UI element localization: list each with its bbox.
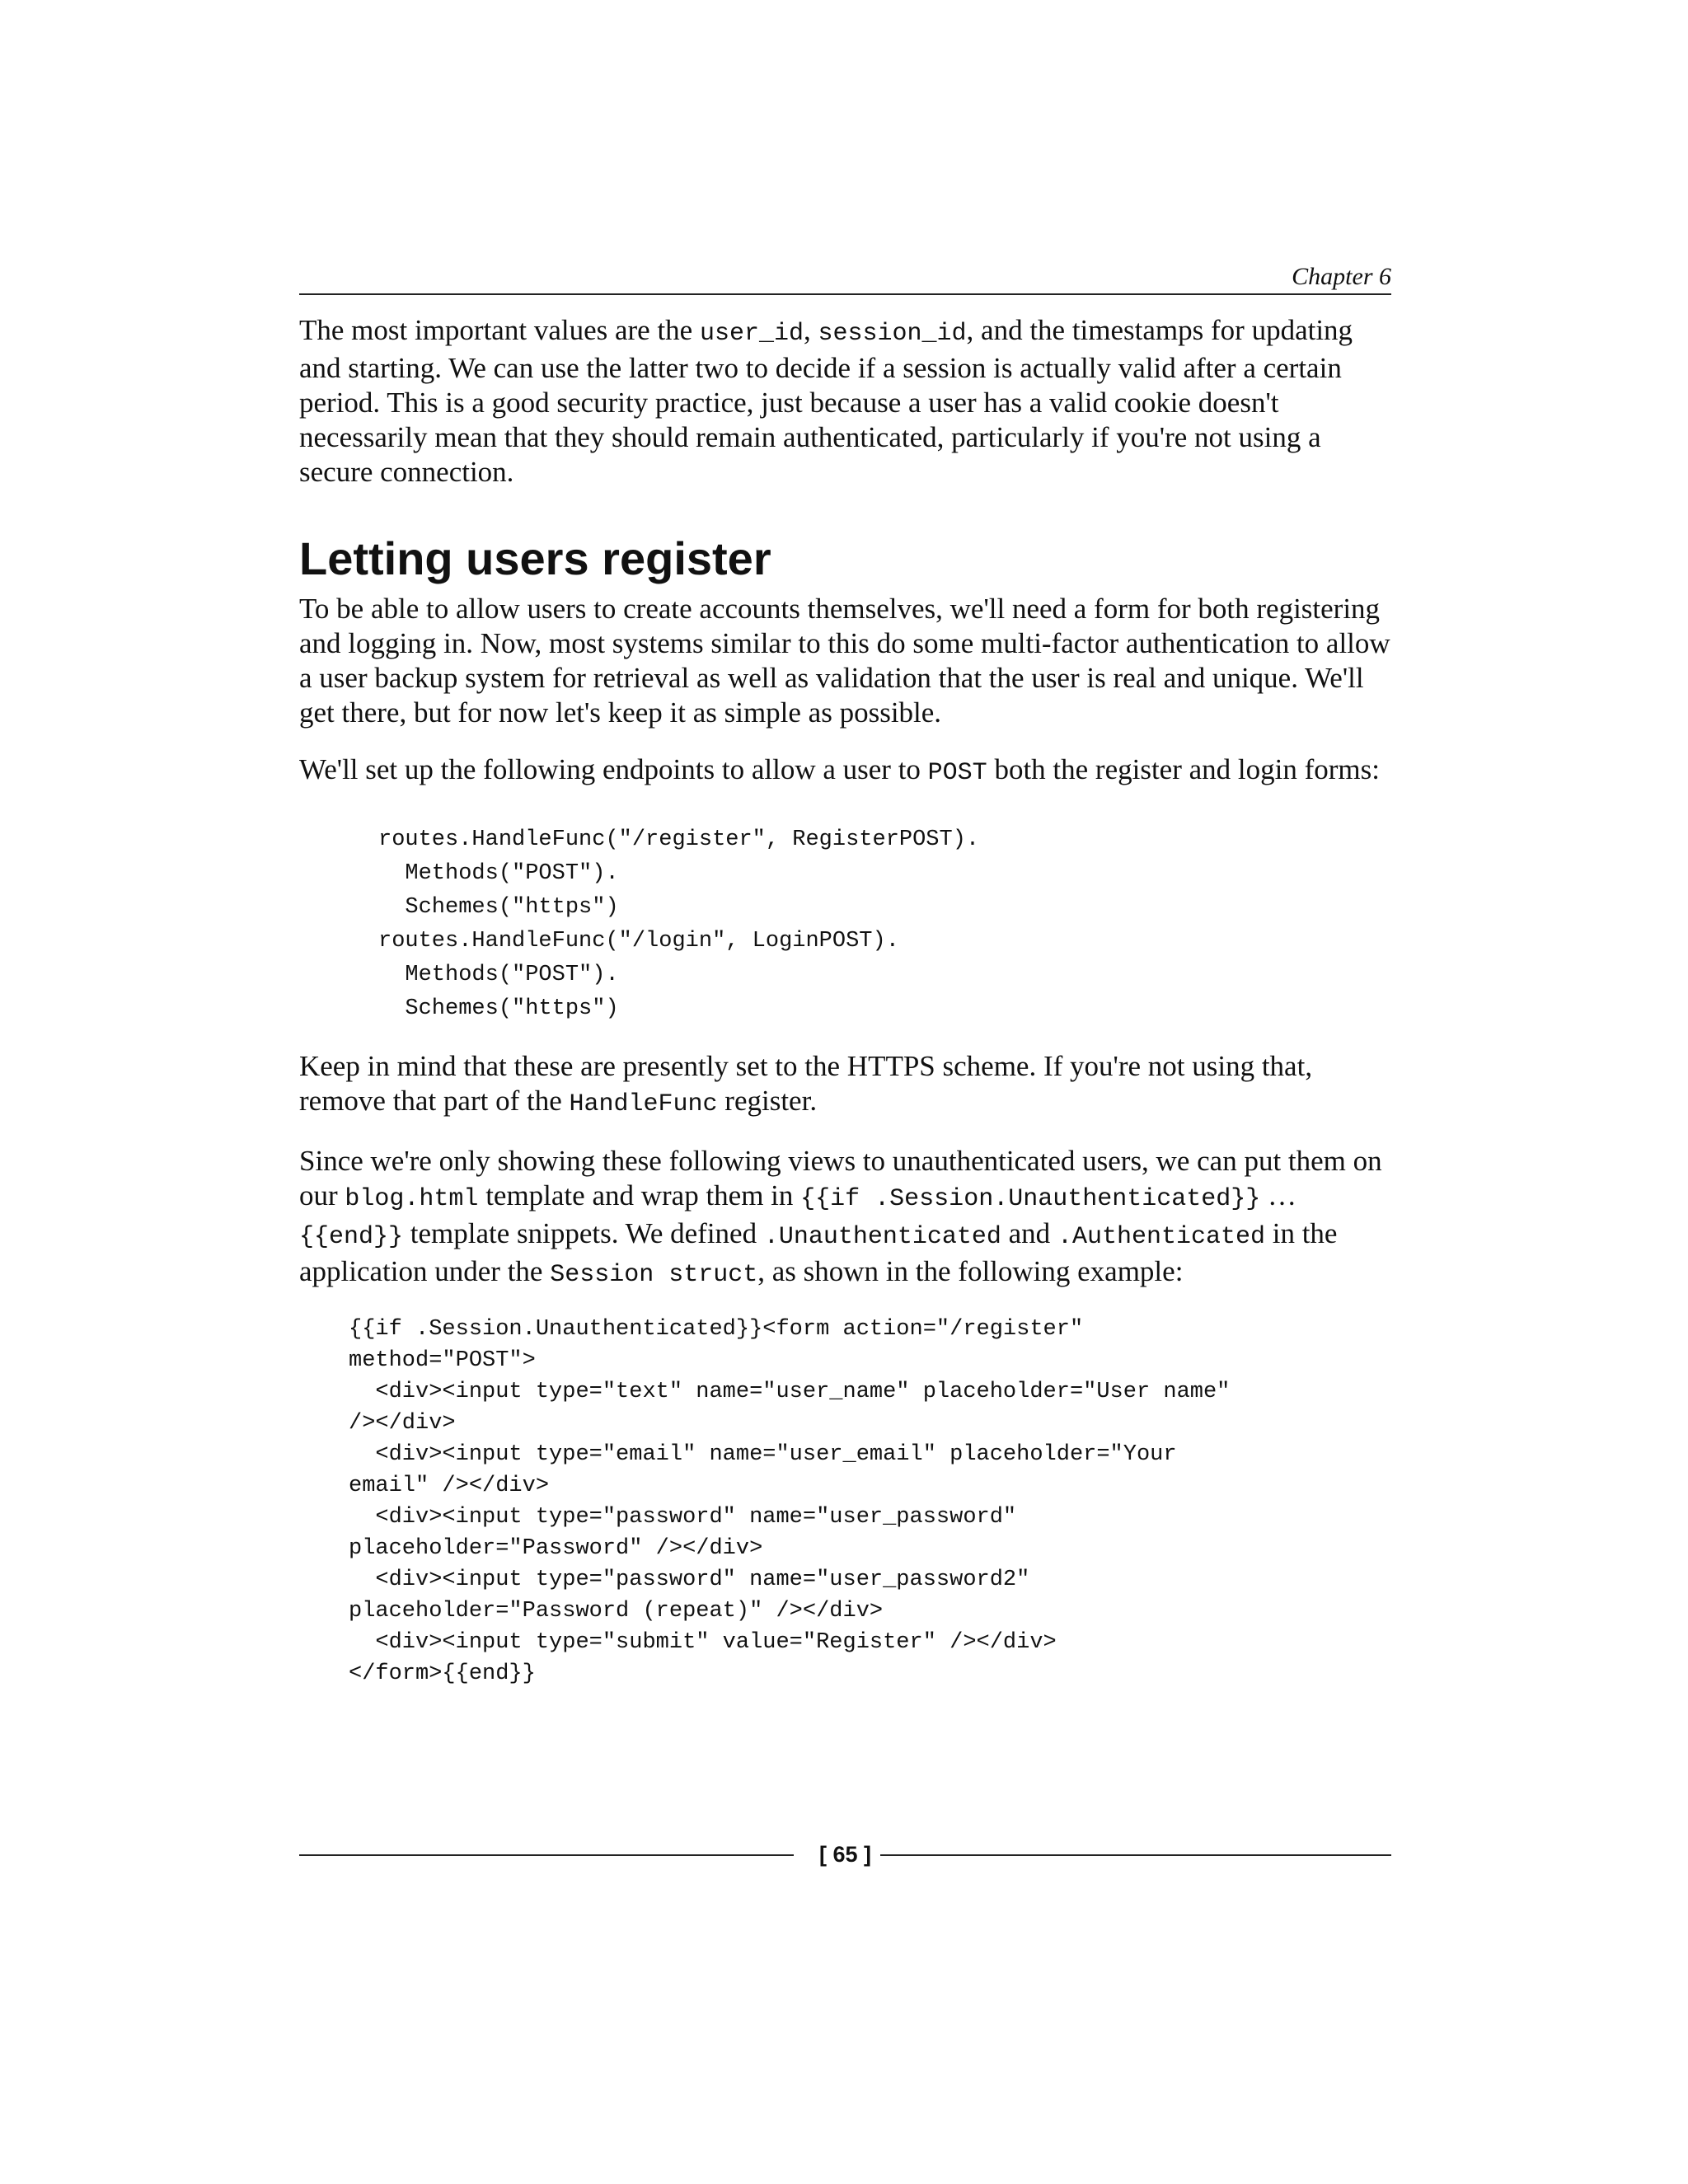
text-run: register.	[717, 1085, 818, 1117]
inline-code: POST	[927, 759, 987, 787]
inline-code: HandleFunc	[569, 1090, 718, 1118]
text-run: , as shown in the following example:	[757, 1255, 1184, 1287]
footer-rule-right	[880, 1854, 1391, 1856]
inline-code: Session struct	[550, 1261, 758, 1289]
text-run: and	[1001, 1217, 1057, 1249]
inline-code: {{if .Session.Unauthenticated}}	[800, 1185, 1261, 1213]
page-number: [ 65 ]	[818, 1842, 872, 1867]
running-header	[299, 262, 1391, 295]
inline-code: blog.html	[345, 1185, 479, 1213]
inline-code: user_id	[699, 320, 804, 348]
page-footer	[299, 1838, 1391, 1871]
page-body	[299, 313, 1391, 1690]
template-paragraph	[299, 1144, 1391, 1292]
text-run: both the register and login forms:	[987, 753, 1380, 785]
inline-code: .Authenticated	[1057, 1223, 1265, 1251]
text-run: We'll set up the following endpoints to allow a user to	[299, 753, 928, 785]
endpoints-paragraph	[299, 752, 1391, 790]
inline-code: .Unauthenticated	[763, 1223, 1001, 1251]
text-run: in the application under the	[299, 1217, 1338, 1287]
text-run: Keep in mind that these are presently set to the HTTPS scheme. If you're not using that, remove that part of the	[299, 1050, 1313, 1117]
text-run: , and the timestamps for updating and starting. We can use the latter two to decide if a session is actually valid after a certain period. This is a good security practice, just because a user has a valid cookie doesn't necessarily mean that they should remain authenticated, particularly if you're not using a secure connection.	[299, 314, 1353, 488]
text-run: template and wrap them in	[478, 1179, 801, 1212]
register-intro-paragraph: To be able to allow users to create accounts themselves, we'll need a form for both registering and logging in. Now, most systems similar to this do some multi-factor authentication to allow a user backup system for retrieval as well as validation that the user is real and unique. We'll get there, but for now let's keep it as simple as possible.	[299, 593, 1390, 729]
text-run: Since we're only showing these following views to unauthenticated users, we can put them on our	[299, 1145, 1382, 1212]
inline-code: {{end}}	[299, 1223, 404, 1251]
register-form-code-block: {{if .Session.Unauthenticated}}<form action="/register" method="POST"> <div><input type="text" name="user_name" placeholder="User name" /></div> <div><input type="email" name="user_email" placeholder="Your email" /></div> <div><input type="password" name="user_password" placeholder="Password" /></div> <div><input type="password" name="user_password2" placeholder="Password (repeat)" /></div> <div><input type="submit" value="Register" /></div> </form>{{end}}	[349, 1317, 1231, 1686]
inline-code: session_id	[818, 320, 967, 348]
text-run: ,	[804, 314, 818, 346]
routes-code-block: routes.HandleFunc("/register", RegisterPOST). Methods("POST"). Schemes("https") routes.HandleFunc("/login", LoginPOST). Methods("POST"). Schemes("https")	[378, 827, 980, 1021]
https-note-paragraph	[299, 1049, 1391, 1122]
chapter-label: Chapter 6	[1292, 263, 1391, 290]
intro-paragraph	[299, 313, 1391, 490]
text-run: template snippets. We defined	[403, 1217, 764, 1249]
section-heading: Letting users register	[299, 532, 771, 584]
text-run: The most important values are the	[299, 314, 700, 346]
text-run: …	[1260, 1179, 1296, 1212]
